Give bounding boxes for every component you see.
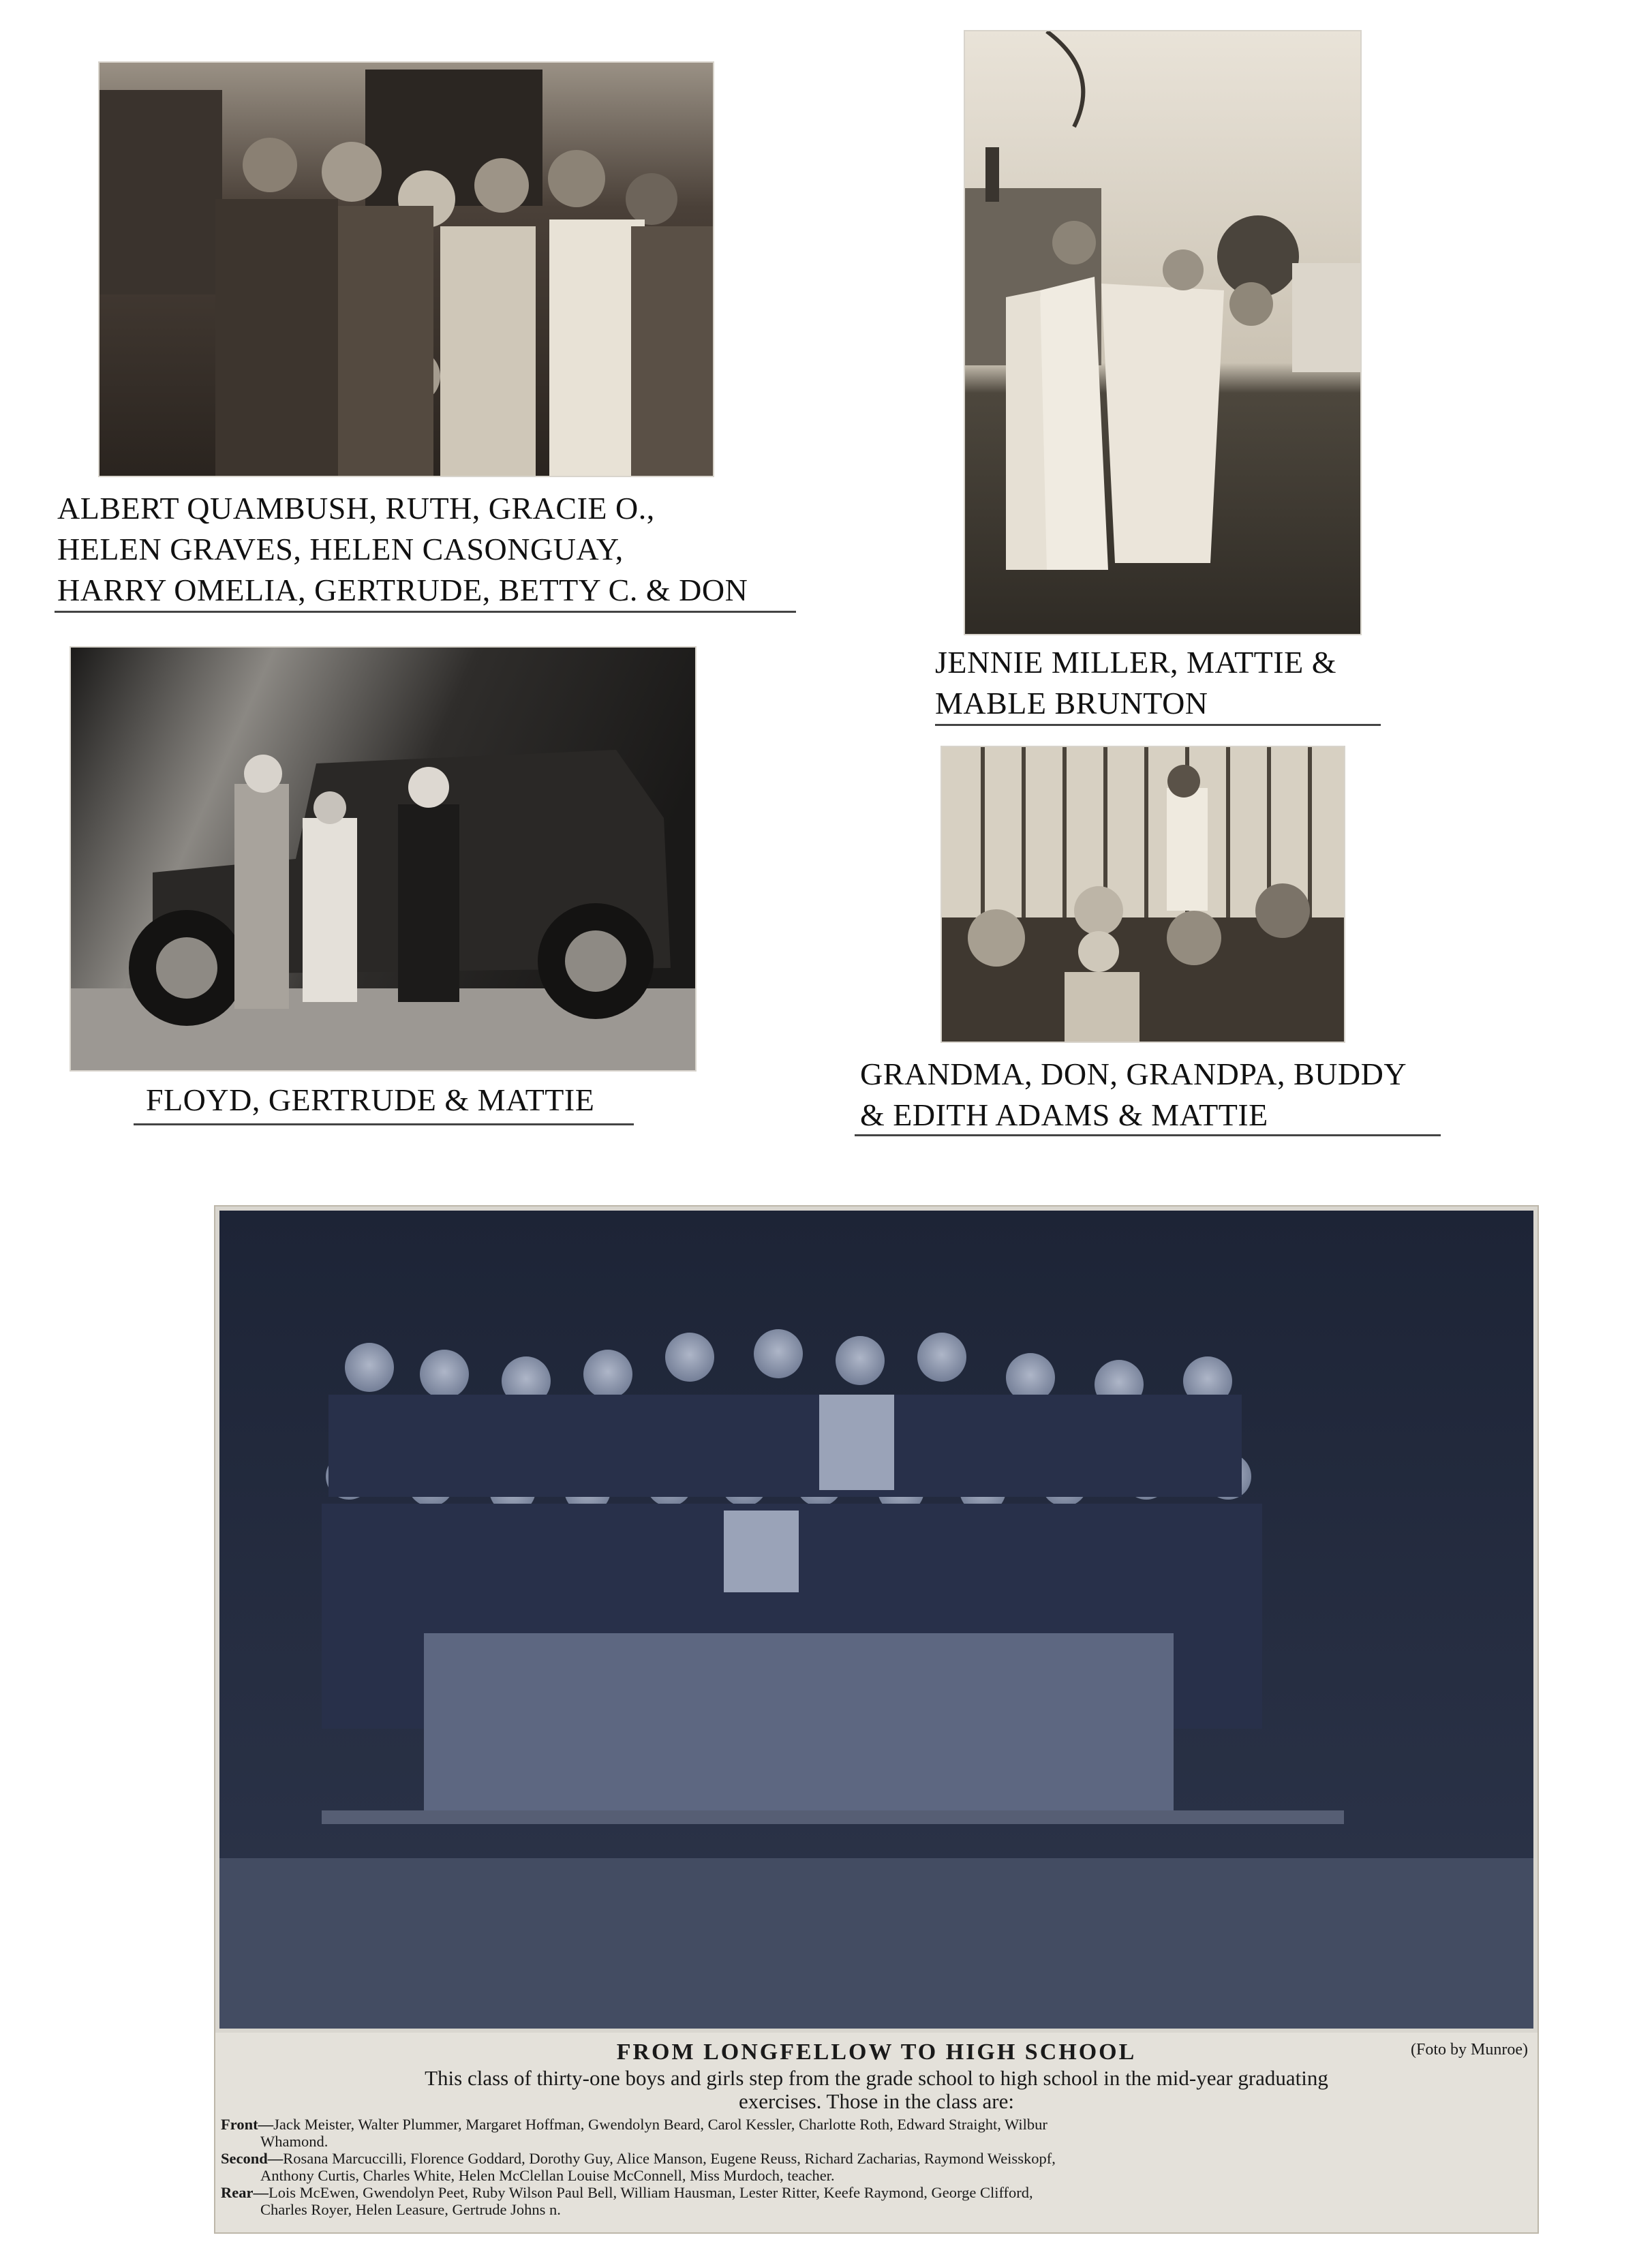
caption-underline bbox=[134, 1123, 634, 1125]
roster-row-front bbox=[221, 2116, 1532, 2133]
row-label: Front— bbox=[221, 2116, 274, 2133]
clipping-headline: FROM LONGFELLOW TO HIGH SCHOOL bbox=[616, 2039, 1137, 2065]
roster-row-continuation: Anthony Curtis, Charles White, Helen McClellan Louise McConnell, Miss Murdoch, teacher. bbox=[260, 2167, 835, 2184]
roster-row-second bbox=[221, 2150, 1532, 2167]
roster-row-rear bbox=[221, 2184, 1532, 2201]
row-label: Second— bbox=[221, 2150, 284, 2167]
caption-line: JENNIE MILLER, MATTIE & bbox=[935, 645, 1336, 680]
class-photo-image bbox=[219, 1211, 1533, 2029]
caption-line: & EDITH ADAMS & MATTIE bbox=[860, 1097, 1268, 1132]
roster-row-continuation: Charles Royer, Helen Leasure, Gertrude Johns n. bbox=[260, 2201, 561, 2218]
row-names: Lois McEwen, Gwendolyn Peet, Ruby Wilson Paul Bell, William Hausman, Lester Ritter, Keefe Raymond, George Clifford, bbox=[268, 2184, 1033, 2201]
photo-group-kids bbox=[100, 63, 713, 476]
caption-family-fence bbox=[860, 1054, 1407, 1136]
photo-car bbox=[71, 648, 695, 1070]
caption-line: HELEN GRAVES, HELEN CASONGUAY, bbox=[57, 532, 624, 566]
row-names: Rosana Marcuccilli, Florence Goddard, Dorothy Guy, Alice Manson, Eugene Reuss, Richard Zacharias, Raymond Weisskopf, bbox=[283, 2150, 1056, 2167]
lead-line: exercises. Those in the class are: bbox=[739, 2089, 1014, 2113]
photo-three-women-image bbox=[965, 31, 1360, 634]
caption-group-kids bbox=[57, 488, 748, 611]
roster-row-continuation: Whamond. bbox=[260, 2133, 328, 2150]
photo-group-kids-image bbox=[100, 63, 713, 476]
photo-family-fence bbox=[942, 747, 1344, 1042]
caption-line: HARRY OMELIA, GERTRUDE, BETTY C. & DON bbox=[57, 573, 748, 607]
row-label: Rear— bbox=[221, 2184, 269, 2201]
class-photo bbox=[219, 1211, 1533, 2029]
caption-line: MABLE BRUNTON bbox=[935, 686, 1208, 720]
caption-line: GRANDMA, DON, GRANDPA, BUDDY bbox=[860, 1057, 1407, 1091]
caption-car bbox=[146, 1080, 594, 1121]
lead-line: This class of thirty-one boys and girls step from the grade school to high school in the mid-year graduating bbox=[425, 2066, 1328, 2090]
photo-credit: (Foto by Munroe) bbox=[1411, 2041, 1528, 2059]
class-roster bbox=[221, 2116, 1532, 2218]
caption-three-women bbox=[935, 642, 1336, 724]
clipping-text-block bbox=[215, 2033, 1538, 2232]
caption-line: ALBERT QUAMBUSH, RUTH, GRACIE O., bbox=[57, 491, 655, 526]
clipping-lead bbox=[219, 2067, 1533, 2113]
caption-underline bbox=[855, 1134, 1441, 1136]
caption-line: FLOYD, GERTRUDE & MATTIE bbox=[146, 1082, 595, 1117]
photo-car-image bbox=[71, 648, 695, 1070]
photo-family-fence-image bbox=[942, 747, 1344, 1042]
newspaper-clipping bbox=[215, 1207, 1538, 2232]
caption-underline bbox=[935, 724, 1381, 726]
caption-underline bbox=[55, 611, 796, 613]
row-names: Jack Meister, Walter Plummer, Margaret Hoffman, Gwendolyn Beard, Carol Kessler, Charlotte Roth, Edward Straight, Wilbur bbox=[273, 2116, 1047, 2133]
photo-three-women bbox=[965, 31, 1360, 634]
